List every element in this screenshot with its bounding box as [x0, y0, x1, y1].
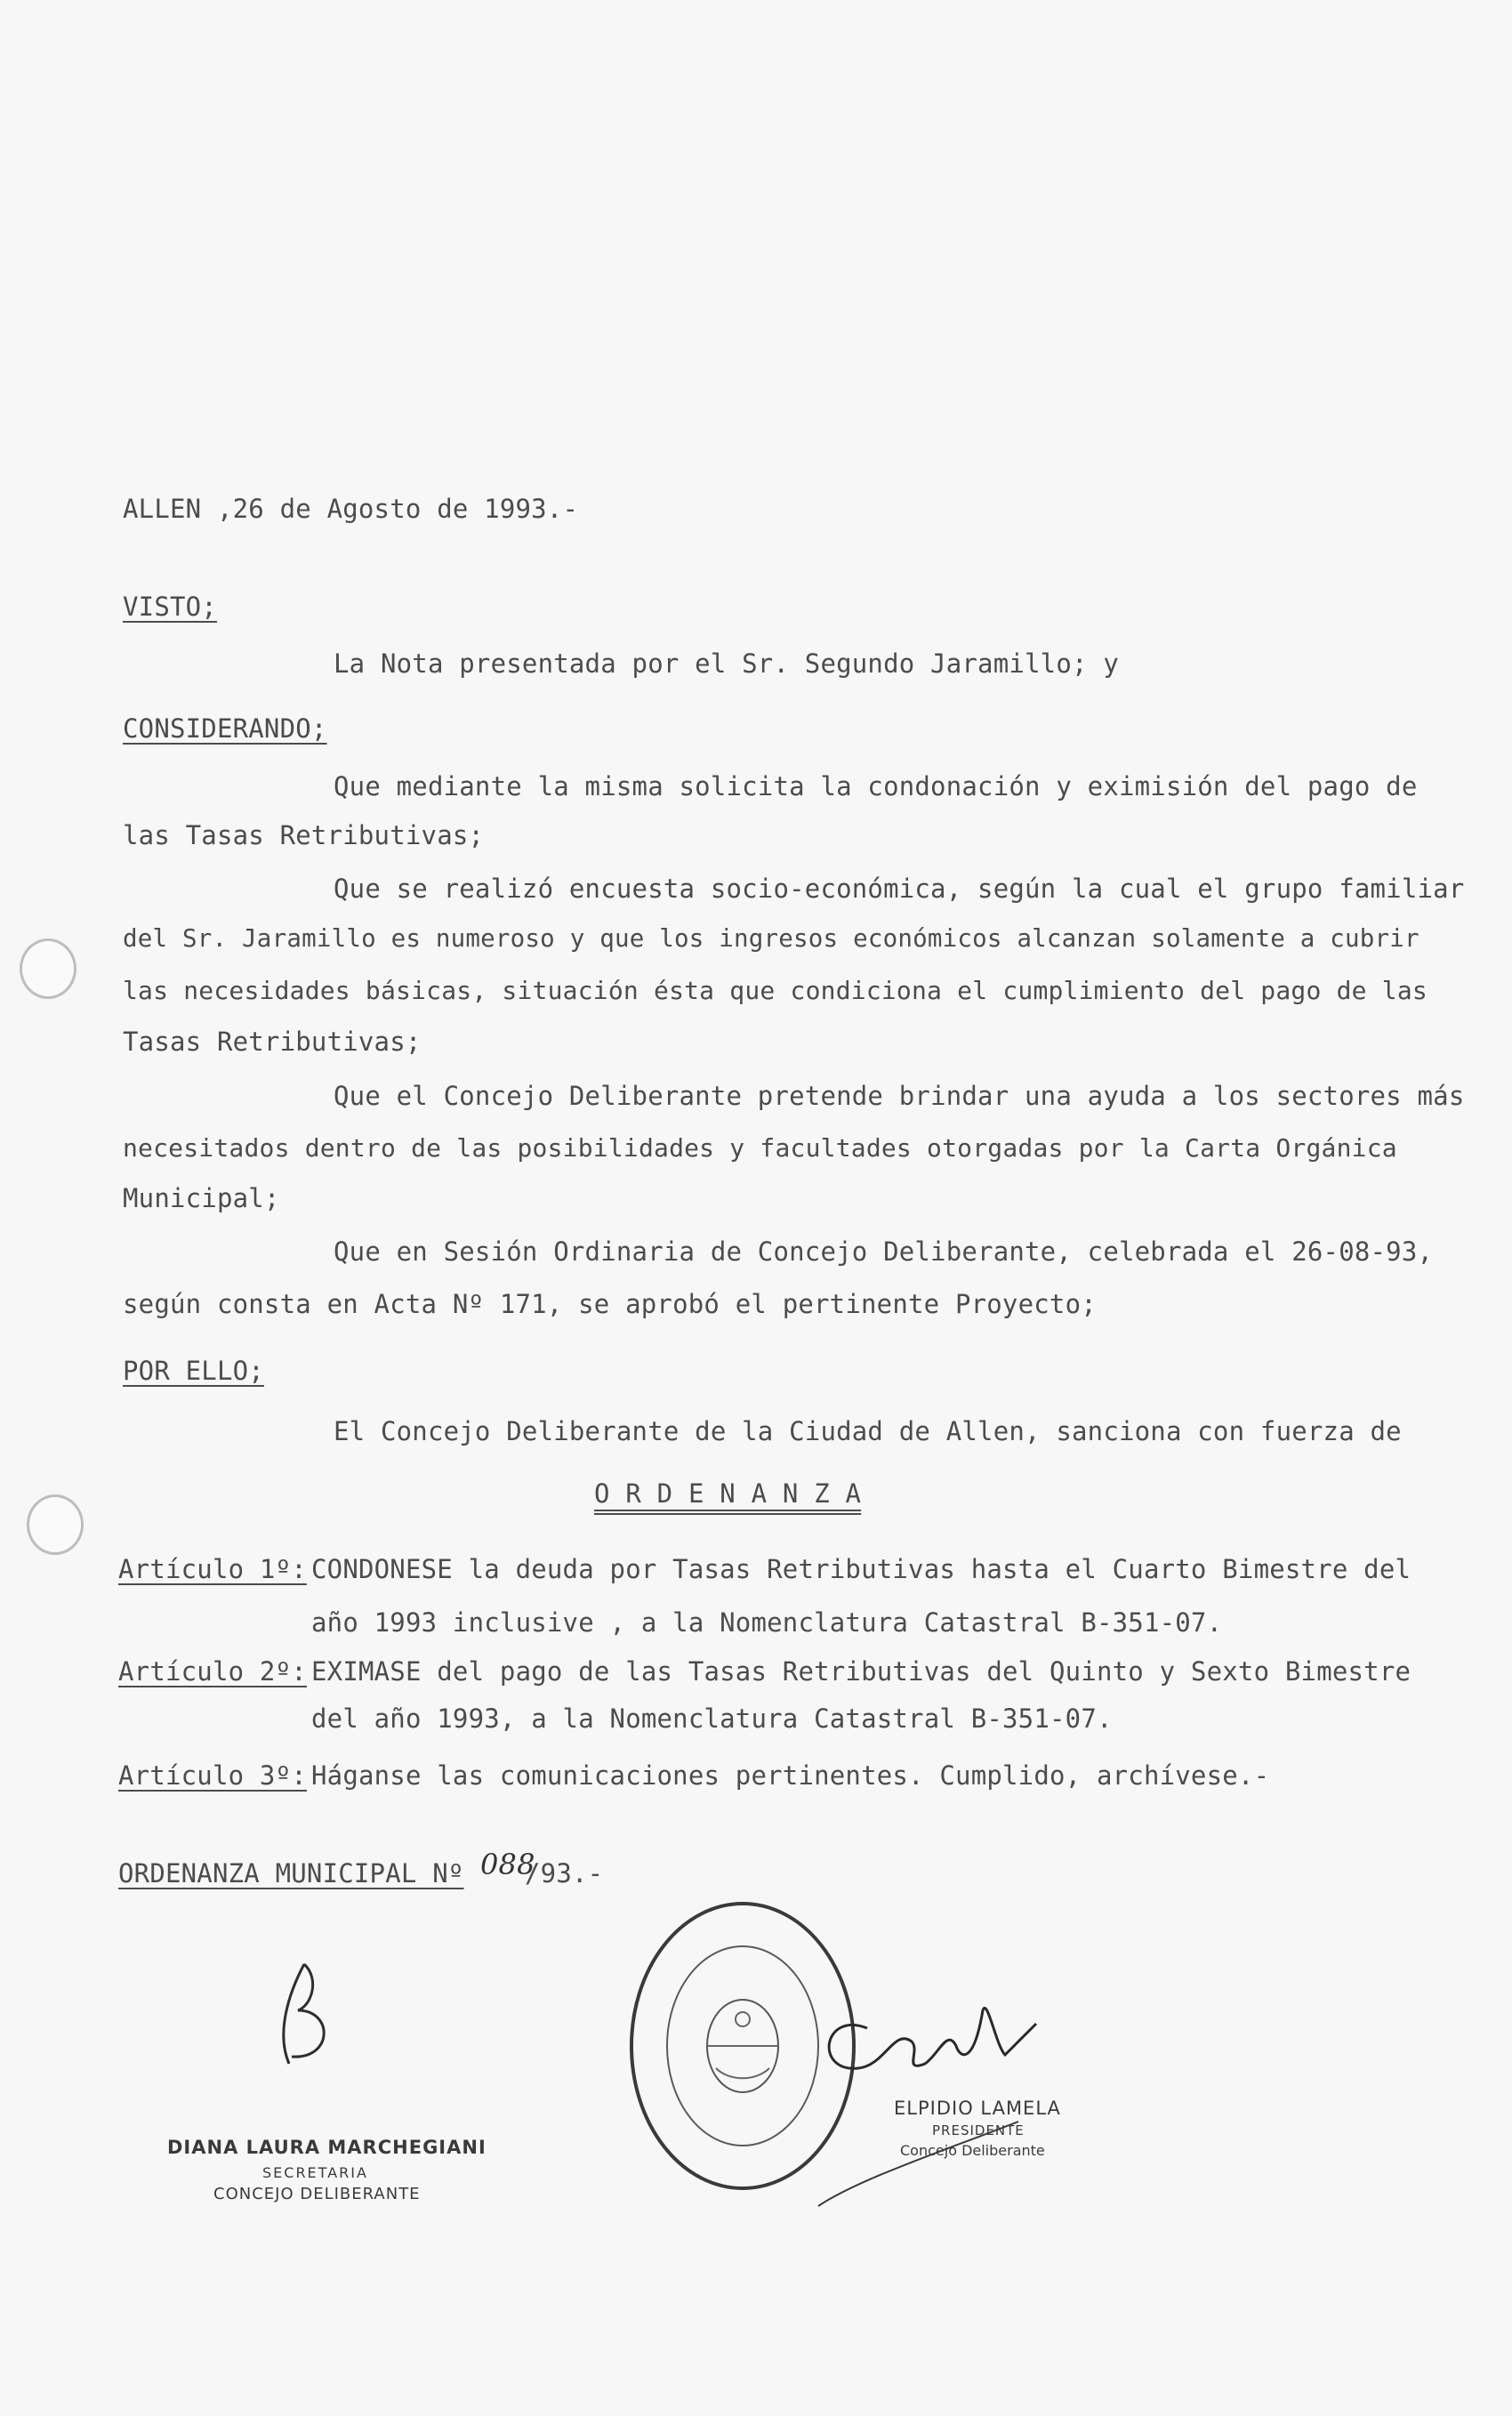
considerando-line: Municipal; — [123, 1183, 280, 1213]
considerando-line: las necesidades básicas, situación ésta que condiciona el cumplimiento del pago de las — [123, 976, 1428, 1005]
considerando-line: Tasas Retributivas; — [123, 1027, 422, 1057]
signatory-left-body: CONCEJO DELIBERANTE — [213, 2185, 421, 2203]
signatory-right-role: PRESIDENTE — [932, 2122, 1025, 2138]
por-ello-text: El Concejo Deliberante de la Ciudad de Allen, sanciona con fuerza de — [334, 1416, 1402, 1446]
ordinance-number-handwritten: 088 — [480, 1848, 535, 1881]
article-text: CONDONESE la deuda por Tasas Retributivas hasta el Cuarto Bimestre del — [311, 1554, 1411, 1584]
article-label: Artículo 3º: — [118, 1760, 307, 1791]
considerando-line: necesitados dentro de las posibilidades y facultades otorgadas por la Carta Orgánica — [123, 1133, 1397, 1163]
considerando-line: del Sr. Jaramillo es numeroso y que los ingresos económicos alcanzan solamente a cubrir — [123, 924, 1420, 953]
article-text: año 1993 inclusive , a la Nomenclatura Catastral B-351-07. — [311, 1607, 1223, 1638]
date-line: ALLEN ,26 de Agosto de 1993.- — [123, 494, 579, 524]
considerando-line: Que se realizó encuesta socio-económica, según la cual el grupo familiar — [334, 874, 1465, 904]
considerando-line: Que mediante la misma solicita la condonación y eximisión del pago de — [334, 771, 1418, 801]
punch-hole — [20, 938, 76, 999]
article-label: Artículo 2º: — [118, 1656, 307, 1687]
considerando-line: Que el Concejo Deliberante pretende brindar una ayuda a los sectores más — [334, 1081, 1465, 1111]
signatory-left-name: DIANA LAURA MARCHEGIANI — [167, 2137, 487, 2158]
visto-text: La Nota presentada por el Sr. Segundo Jaramillo; y — [334, 648, 1119, 679]
ordinance-number-label: ORDENANZA MUNICIPAL Nº — [118, 1858, 464, 1889]
considerando-line: Que en Sesión Ordinaria de Concejo Deliberante, celebrada el 26-08-93, — [334, 1236, 1434, 1267]
signatory-left-role: SECRETARIA — [262, 2164, 368, 2181]
ordinance-number-suffix: /93.- — [525, 1858, 604, 1889]
article-label: Artículo 1º: — [118, 1554, 307, 1584]
article-text: del año 1993, a la Nomenclatura Catastral B-351-07. — [311, 1703, 1113, 1734]
ordenanza-title: O R D E N A N Z A — [594, 1478, 862, 1509]
signatory-right-name: ELPIDIO LAMELA — [894, 2098, 1061, 2119]
signature-left — [249, 1957, 382, 2073]
article-text: Háganse las comunicaciones pertinentes. Cumplido, archívese.- — [311, 1760, 1270, 1791]
considerando-heading: CONSIDERANDO; — [123, 713, 327, 744]
article-text: EXIMASE del pago de las Tasas Retributivas del Quinto y Sexto Bimestre — [311, 1656, 1411, 1687]
punch-hole — [27, 1494, 84, 1555]
signatory-right-body: Concejo Deliberante — [900, 2142, 1045, 2159]
visto-heading: VISTO; — [123, 592, 217, 622]
considerando-line: según consta en Acta Nº 171, se aprobó el pertinente Proyecto; — [123, 1289, 1097, 1319]
considerando-line: las Tasas Retributivas; — [123, 820, 485, 850]
por-ello-heading: POR ELLO; — [123, 1356, 264, 1386]
